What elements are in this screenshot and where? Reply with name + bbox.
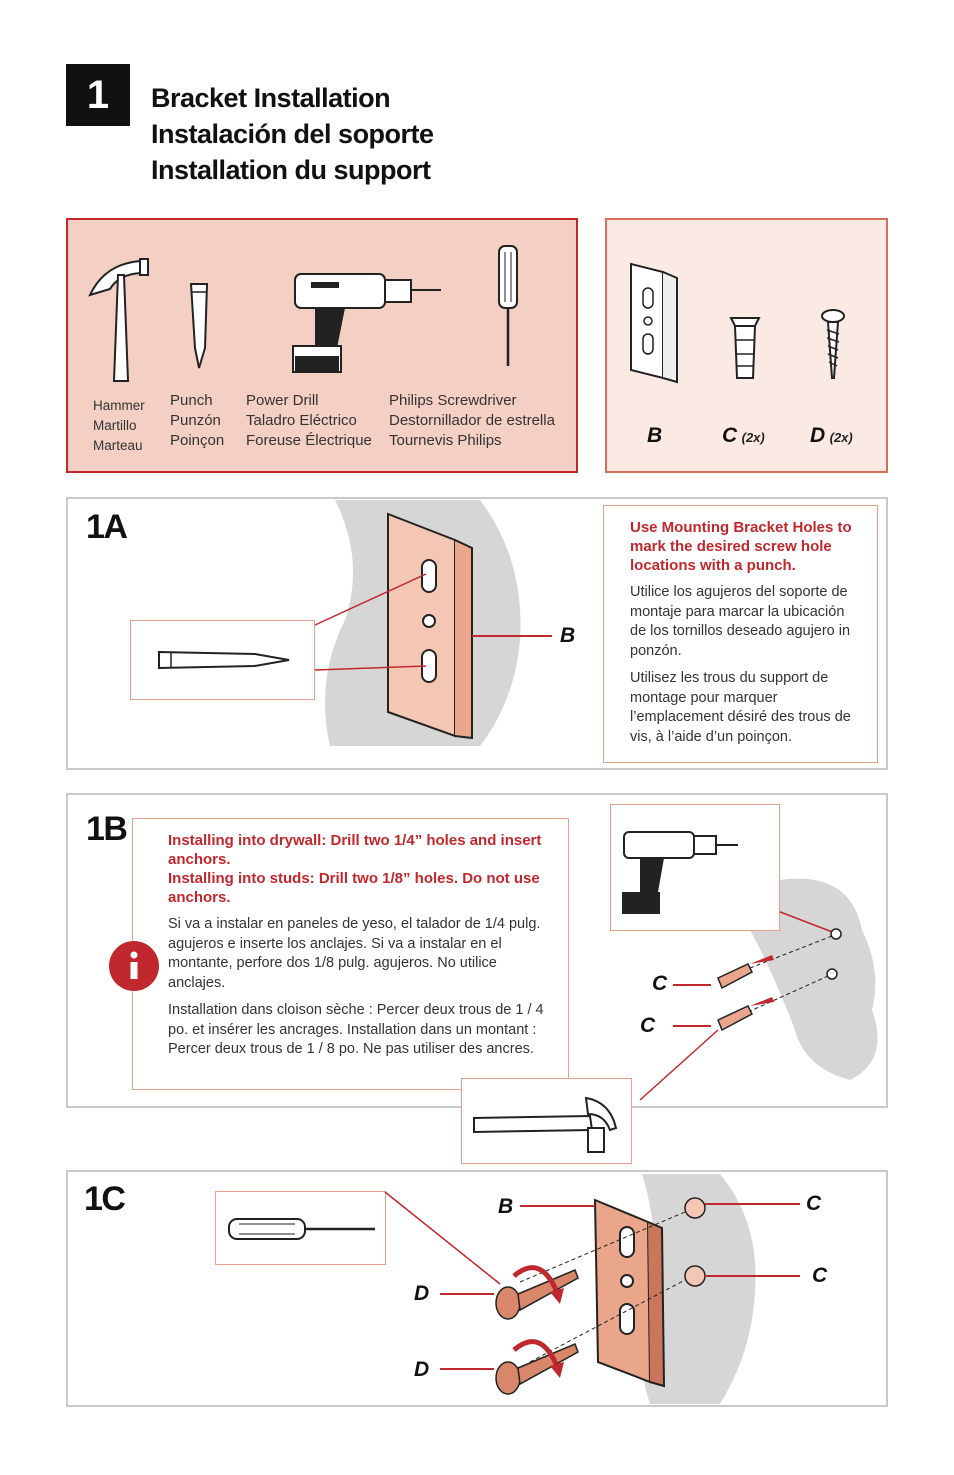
power-drill-icon: [285, 268, 445, 378]
power-drill-label: Power Drill Taladro Eléctrico Foreuse Électrique: [246, 392, 372, 449]
callout-d-lower: D: [414, 1358, 430, 1381]
step-1c-illustration: [380, 1172, 800, 1404]
callout-lines: [673, 983, 713, 1033]
screwdriver-icon: [225, 1215, 380, 1243]
part-d-label: D (2x): [810, 424, 853, 447]
punch-icon: [185, 278, 215, 373]
hammer-icon: [470, 1088, 620, 1158]
hammer-icon: [80, 255, 160, 385]
screwdriver-icon: [493, 242, 523, 377]
screw-part-icon: [818, 306, 848, 386]
title-french: Installation du support: [151, 155, 431, 185]
step-number-badge: 1: [66, 64, 130, 126]
page-title: [151, 80, 434, 188]
step-1b-warning-text: Installing into drywall: Drill two 1/4” holes and insert anchors. Installing into studs: Drill two 1/8” holes. Do not use anchors. Si va a instalar en paneles de yeso, el talador de 1/4 pulg. agujeros e inserte los anclajes. Si va a instalar en el montante, perfore dos 1/8 pulg. agujeros. No utilice anclajes. Installation dans cloison sèche : Percer deux trous de 1 / 4 po. et insérer les ancrages. Installation dans un montant : Percer deux trous de 1 / 8 po. Ne pas utiliser des ancres.: [168, 832, 544, 1057]
step-1a-label: 1A: [86, 508, 127, 546]
power-drill-icon: [618, 828, 743, 920]
anchor-part-icon: [725, 310, 765, 385]
callout-c-upper: C: [652, 972, 668, 995]
hammer-label: Hammer Martillo Marteau: [93, 398, 145, 453]
callout-b: B: [560, 624, 576, 647]
callout-c-lower: C: [812, 1264, 828, 1287]
callout-c-upper: C: [806, 1192, 822, 1215]
screwdriver-label: Philips Screwdriver Destornillador de estrella Tournevis Philips: [389, 392, 555, 449]
part-b-label: B: [647, 424, 663, 447]
callout-c-lower: C: [640, 1014, 656, 1037]
step-1b-label: 1B: [86, 810, 127, 848]
part-c-label: C (2x): [722, 424, 765, 447]
info-icon: [108, 940, 160, 992]
callout-d-upper: D: [414, 1282, 430, 1305]
title-english: Bracket Installation: [151, 83, 391, 113]
punch-label: Punch Punzón Poinçon: [170, 392, 225, 449]
callout-line: [472, 633, 552, 639]
callout-b: B: [498, 1195, 514, 1218]
step-1a-note-text: Use Mounting Bracket Holes to mark the desired screw hole locations with a punch. Utilice los agujeros del soporte de montaje para marcar la ubicación de los tornillos deseado agujero in ponzón. Utilisez les trous du support de montage pour marquer l’emplacement désiré des trous de vis, à l’aide d’un poinçon.: [630, 519, 852, 745]
punch-icon: [155, 648, 295, 672]
bracket-part-icon: [625, 258, 685, 383]
title-spanish: Instalación del soporte: [151, 119, 434, 149]
step-1c-label: 1C: [84, 1180, 125, 1218]
